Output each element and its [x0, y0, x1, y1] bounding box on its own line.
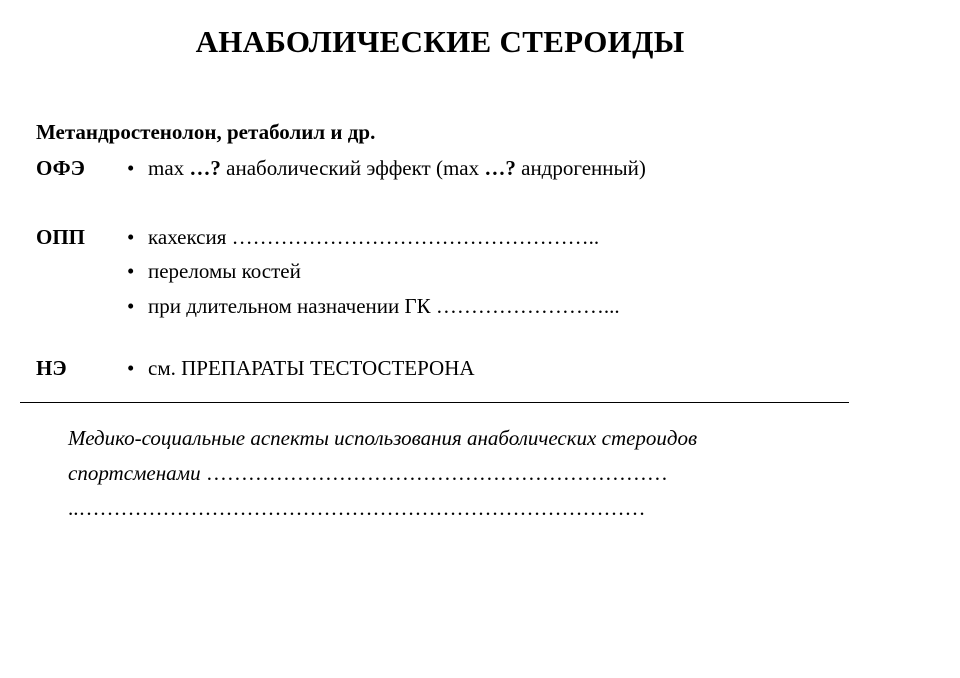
bullet-icon: • — [127, 225, 135, 249]
opp-item-cachexia — [127, 225, 599, 250]
ne-item — [127, 356, 475, 381]
ofe-item-question-2: …? — [484, 156, 516, 180]
bullet-icon: • — [127, 294, 135, 318]
opp-item-fractures — [127, 259, 301, 284]
ofe-item-suffix: андрогенный) — [515, 156, 646, 180]
divider-line — [20, 402, 849, 403]
ofe-item-question-1: …? — [189, 156, 221, 180]
note-line-1: Медико-социальные аспекты использования анаболических стероидов — [68, 426, 698, 450]
bullet-icon: • — [127, 259, 135, 283]
section-label-ne: НЭ — [36, 356, 67, 380]
ofe-item-middle: анаболический эффект (max — [220, 156, 485, 180]
note-line-2-text: спортсменами — [68, 461, 201, 485]
opp-item-text: кахексия …………………………………………….. — [148, 225, 600, 249]
ofe-item — [127, 156, 646, 181]
note-line-3: ..……………………………………………………………………… — [68, 496, 646, 520]
opp-item-gc — [127, 294, 620, 319]
section-label-ofe: ОФЭ — [36, 156, 85, 180]
bullet-icon: • — [127, 356, 135, 380]
page-title: АНАБОЛИЧЕСКИЕ СТЕРОИДЫ — [195, 24, 685, 59]
ofe-item-prefix: max — [148, 156, 190, 180]
section-label-opp: ОПП — [36, 225, 86, 249]
bullet-icon: • — [127, 156, 135, 180]
opp-item-text: при длительном назначении ГК ……………………... — [148, 294, 620, 318]
note-line-2-dots: ………………………………………………………… — [200, 461, 668, 485]
ne-item-text: см. ПРЕПАРАТЫ ТЕСТОСТЕРОНА — [148, 356, 475, 380]
note-line-2 — [68, 461, 668, 486]
opp-item-text: переломы костей — [148, 259, 301, 283]
drug-list-heading: Метандростенолон, ретаболил и др. — [36, 120, 376, 144]
